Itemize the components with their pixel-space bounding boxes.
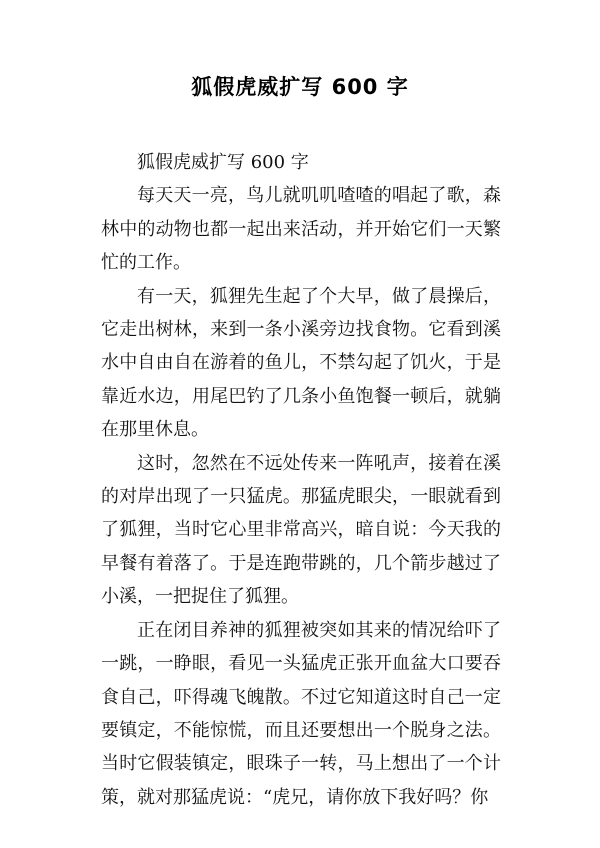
paragraph-2: 有一天，狐狸先生起了个大早，做了晨操后，它走出树林，来到一条小溪旁边找食物。它看到溪水中自由自在游着的鱼儿，不禁勾起了饥火，于是靠近水边，用尾巴钓了几条小鱼饱餐一顿后，就躺在那里休息。 (101, 285, 501, 441)
document-title: 狐假虎威扩写 600 字 (191, 75, 409, 99)
document-body (101, 146, 501, 814)
paragraph-3: 这时，忽然在不远处传来一阵吼声，接着在溪的对岸出现了一只猛虎。那猛虎眼尖，一眼就看到了狐狸，当时它心里非常高兴，暗自说：今天我的早餐有着落了。于是连跑带跳的，几个箭步越过了小溪，一把捉住了狐狸。 (101, 452, 501, 608)
paragraph-1: 每天天一亮，鸟儿就叽叽喳喳的唱起了歌，森林中的动物也都一起出来活动，并开始它们一天繁忙的工作。 (101, 185, 501, 274)
paragraph-subtitle: 狐假虎威扩写 600 字 (137, 152, 309, 173)
paragraph-4: 正在闭目养神的狐狸被突如其来的情况给吓了一跳，一睁眼，看见一头猛虎正张开血盆大口要吞食自己，吓得魂飞魄散。不过它知道这时自己一定要镇定，不能惊慌，而且还要想出一个脱身之法。当时它假装镇定，眼珠子一转，马上想出了一个计策，就对那猛虎说：“虎兄，请你放下我好吗？你 (101, 619, 501, 808)
